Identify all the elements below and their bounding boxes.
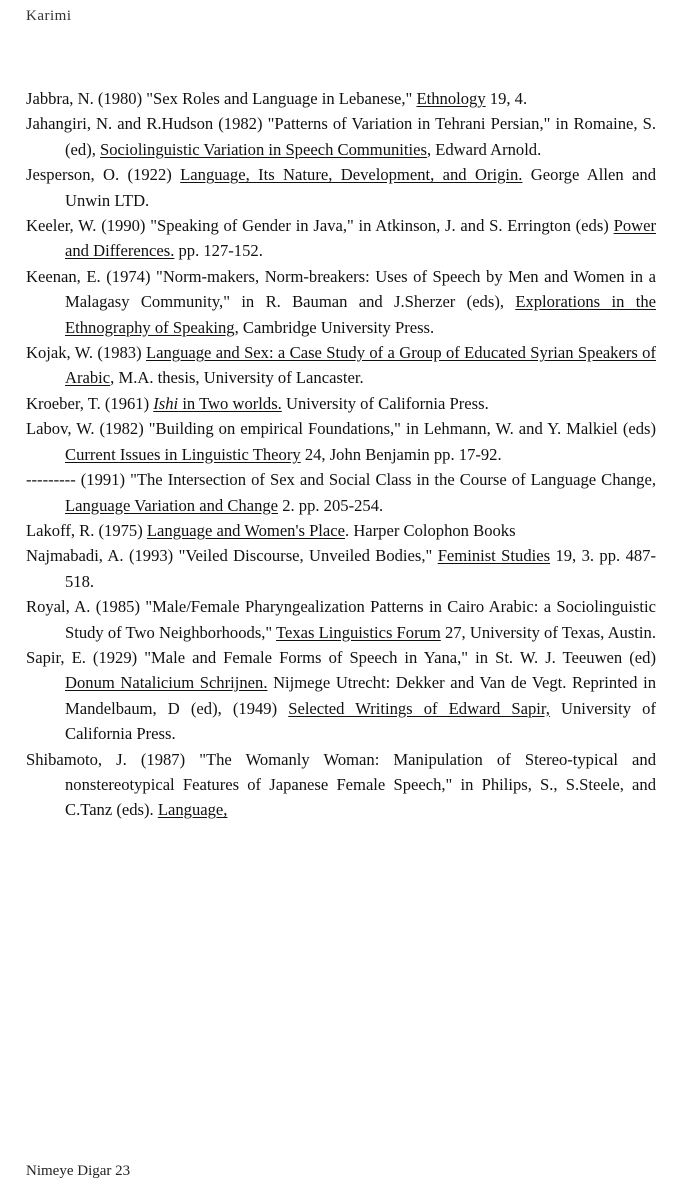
reference-entry: Lakoff, R. (1975) Language and Women's Place. Harper Colophon Books xyxy=(26,520,516,540)
reference-entry: Najmabadi, A. (1993) "Veiled Discourse, Unveiled Bodies," Feminist Studies 19, 3. pp. 487-518. xyxy=(26,546,656,591)
reference-title: Sociolinguistic Variation in Speech Communities xyxy=(100,139,427,159)
reference-title: Power and Differences. xyxy=(65,216,656,261)
reference-title: Language and Women's Place xyxy=(146,520,346,540)
reference-list xyxy=(26,86,656,823)
reference-entry: Shibamoto, J. (1987) "The Womanly Woman: Manipulation of Stereo-typical and nonstereotypical Features of Japanese Female Speech," in Philips, S., S.Steele, and C.Tanz (eds). Language, xyxy=(26,749,656,820)
reference-title: Language, Its Nature, Development, and Origin. xyxy=(180,165,523,185)
reference-title: Texas Linguistics Forum xyxy=(276,622,441,642)
page-footer: Nimeye Digar 23 xyxy=(26,1163,131,1179)
running-head: Karimi xyxy=(26,8,72,24)
reference-entry: Jesperson, O. (1922) Language, Its Nature, Development, and Origin. George Allen and Unwin LTD. xyxy=(26,165,656,210)
reference-entry: Sapir, E. (1929) "Male and Female Forms of Speech in Yana," in St. W. J. Teeuwen (ed) Donum Natalicium Schrijnen. Nijmege Utrecht: Dekker and Van de Vegt. Reprinted in Mandelbaum, D (ed), (1949) Selected Writings of Edward Sapir, University of California Press. xyxy=(26,647,656,744)
reference-entry: Labov, W. (1982) "Building on empirical Foundations," in Lehmann, W. and Y. Malkiel (eds) Current Issues in Linguistic Theory 24, John Benjamin pp. 17-92. xyxy=(26,419,656,464)
reference-title: Feminist Studies xyxy=(437,546,551,566)
reference-title: Current Issues in Linguistic Theory xyxy=(65,444,301,464)
reference-title: Selected Writings of Edward Sapir, xyxy=(288,698,550,718)
reference-entry: Jahangiri, N. and R.Hudson (1982) "Patterns of Variation in Tehrani Persian," in Romaine, S. (ed), Sociolinguistic Variation in Speech Communities, Edward Arnold. xyxy=(26,114,656,159)
reference-title: Language Variation and Change xyxy=(65,495,279,515)
reference-entry: Jabbra, N. (1980) "Sex Roles and Language in Lebanese," Ethnology 19, 4. xyxy=(26,89,528,108)
reference-title: in Two worlds. xyxy=(178,393,282,413)
reference-entry: Royal, A. (1985) "Male/Female Pharyngealization Patterns in Cairo Arabic: a Sociolinguistic Study of Two Neighborhoods," Texas Linguistics Forum 27, University of Texas, Austin. xyxy=(26,597,656,642)
reference-entry: Kroeber, T. (1961) Ishi in Two worlds. University of California Press. xyxy=(26,393,489,413)
reference-title-italic: Ishi xyxy=(153,393,179,413)
reference-title: Language, xyxy=(157,800,228,820)
reference-entry: Keeler, W. (1990) "Speaking of Gender in Java," in Atkinson, J. and S. Errington (eds) Power and Differences. pp. 127-152. xyxy=(26,216,656,261)
reference-title: Language and Sex: a Case Study of a Group of Educated Syrian Speakers of Arabic xyxy=(65,343,657,388)
reference-title: Ethnology xyxy=(416,89,486,108)
reference-title: Explorations in the Ethnography of Speaking xyxy=(65,292,656,337)
reference-title: Donum Natalicium Schrijnen. xyxy=(65,673,268,693)
reference-entry: --------- (1991) "The Intersection of Sex and Social Class in the Course of Language Change, Language Variation and Change 2. pp. 205-254. xyxy=(26,470,656,515)
reference-entry: Keenan, E. (1974) "Norm-makers, Norm-breakers: Uses of Speech by Men and Women in a Malagasy Community," in R. Bauman and J.Sherzer (eds), Explorations in the Ethnography of Speaking, Cambridge University Press. xyxy=(26,266,656,337)
reference-entry: Kojak, W. (1983) Language and Sex: a Case Study of a Group of Educated Syrian Speakers of Arabic, M.A. thesis, University of Lancaster. xyxy=(26,343,657,388)
